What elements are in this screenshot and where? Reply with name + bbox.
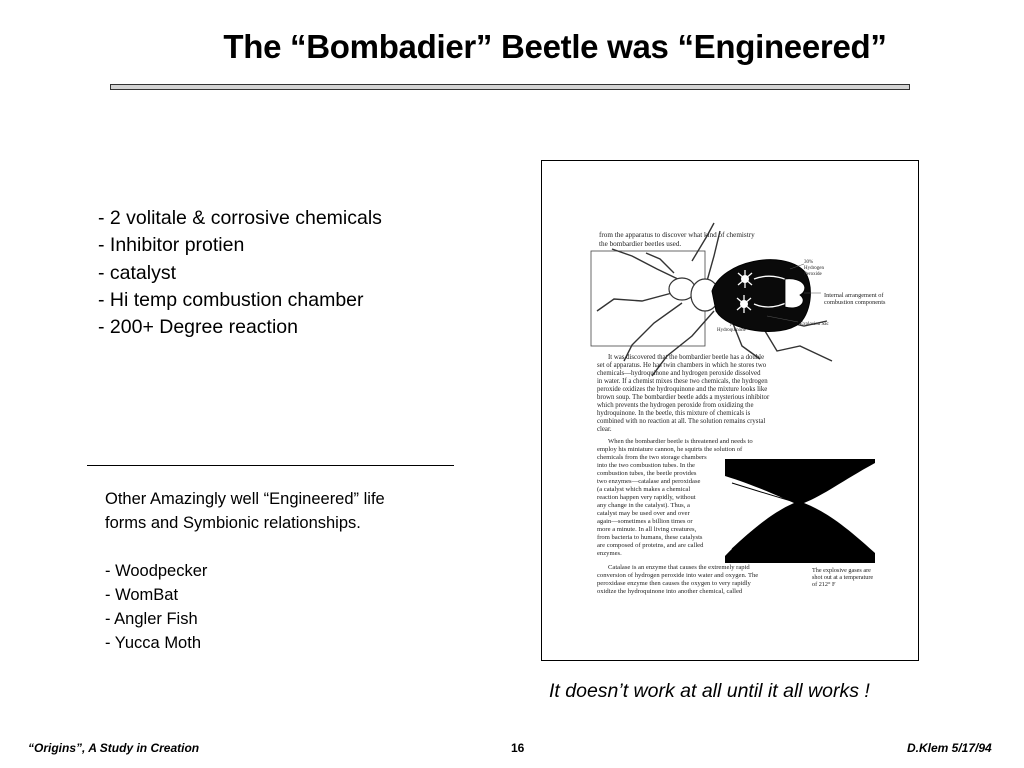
- figure-text-line: chemicals from the two storage chambers: [597, 454, 707, 461]
- figure-text-line: When the bombardier beetle is threatened and needs to: [608, 438, 753, 445]
- bullet-list: [98, 205, 382, 341]
- figure-text-line: brown soup. The bombardier beetle adds a mysterious inhibitor: [597, 394, 770, 401]
- explosion-sac: [785, 279, 805, 308]
- bullet-item: - catalyst: [98, 261, 177, 284]
- figure-text-line: (a catalyst which makes a chemical: [597, 486, 691, 493]
- figure-text-line: clear.: [597, 426, 612, 433]
- gas-label: of 212° F: [812, 581, 836, 588]
- list-item: - Angler Fish: [105, 610, 198, 628]
- title-underline-bar: [110, 84, 910, 90]
- page-number: 16: [511, 741, 525, 755]
- other-examples: [105, 487, 455, 655]
- bullet-item: - Hi temp combustion chamber: [98, 288, 364, 311]
- label-explosion-sac: Explosion Sac: [800, 322, 829, 327]
- figure-text-line: into the two combustion tubes. In the: [597, 462, 695, 469]
- figure-paragraph-3: [597, 564, 758, 595]
- figure-text-line: from bacteria to humans, these catalysts: [597, 534, 703, 541]
- figure-top-text: the bombardier beetles used.: [599, 240, 682, 248]
- figure-paragraph-1: [597, 354, 770, 433]
- beetle-figure: [541, 160, 919, 661]
- figure-text-line: reaction happen very rapidly, without: [597, 494, 696, 501]
- figure-top-text: from the apparatus to discover what kind of chemistry: [599, 231, 755, 239]
- label-internal: combustion components: [824, 299, 886, 306]
- figure-text-line: It was discovered that the bombardier beetle has a double: [608, 354, 765, 361]
- gas-label: shot out at a temperature: [812, 574, 874, 581]
- figure-text-line: oxidize the hydroquinone into another chemical, called: [597, 588, 743, 595]
- bullet-item: - 2 volitale & corrosive chemicals: [98, 207, 382, 229]
- figure-caption: It doesn’t work at all until it all works !: [549, 680, 870, 702]
- figure-text-line: again—sometimes a billion times or: [597, 518, 693, 525]
- figure-text-line: chemicals—hydroquinone and hydrogen peroxide dissolved: [597, 370, 761, 377]
- bullet-item: - Inhibitor protien: [98, 234, 245, 257]
- label-peroxide: 30%: [804, 260, 814, 265]
- figure-text-line: combined with no reaction at all. The solution remains crystal: [597, 418, 766, 425]
- footer-author-date: D.Klem 5/17/94: [907, 741, 992, 755]
- slide-title: The “Bombadier” Beetle was “Engineered”: [223, 28, 887, 65]
- label-peroxide: Peroxide: [804, 272, 822, 277]
- other-examples-heading: Other Amazingly well “Engineered” life forms and Symbionic relationships.: [105, 490, 385, 532]
- figure-text-line: more a minute. In all living creatures,: [597, 526, 697, 533]
- figure-text-line: any change in the catalyst). Thus, a: [597, 502, 690, 509]
- figure-text-line: in water. If a chemist mixes these two chemicals, the hydrogen: [597, 378, 768, 385]
- figure-text-line: hydroquinone. In the beetle, this mixture of chemicals is: [597, 410, 751, 417]
- label-hydroquinone: Hydroquinone: [717, 328, 746, 333]
- figure-text-line: conversion of hydrogen peroxide into water and oxygen. The: [597, 572, 759, 579]
- other-examples-list: [105, 559, 455, 655]
- bullet-item: - 200+ Degree reaction: [98, 316, 298, 339]
- figure-text-line: catalyst may be used over and over: [597, 510, 690, 517]
- footer-title: “Origins”, A Study in Creation: [28, 741, 200, 755]
- figure-text-line: enzymes.: [597, 550, 622, 557]
- beetle-illustration: [542, 161, 919, 661]
- figure-text-line: are composed of proteins, and are called: [597, 542, 704, 549]
- figure-text-line: which prevents the hydrogen peroxide from oxidizing the: [597, 402, 754, 409]
- list-item: - Woodpecker: [105, 562, 208, 580]
- figure-text-line: combustion tubes, the beetle provides: [597, 470, 697, 477]
- figure-text-line: Catalase is an enzyme that causes the extremely rapid: [608, 564, 750, 571]
- figure-text-line: employ his miniature cannon, he squirts the solution of: [597, 446, 743, 453]
- figure-text-line: peroxide oxidizes the hydroquinone and the mixture looks like: [597, 386, 768, 393]
- figure-text-line: two enzymes—catalase and peroxidase: [597, 478, 701, 485]
- label-internal: Internal arrangement of: [824, 292, 884, 299]
- label-peroxide: Hydrogen: [804, 266, 824, 271]
- figure-text-line: set of apparatus. He has twin chambers in which he stores two: [597, 362, 767, 369]
- section-divider: [87, 465, 454, 466]
- gas-label: The explosive gases are: [812, 567, 871, 574]
- list-item: - WomBat: [105, 586, 179, 604]
- figure-text-line: peroxidase enzyme then causes the oxygen to very rapidly: [597, 580, 751, 587]
- list-item: - Yucca Moth: [105, 634, 201, 652]
